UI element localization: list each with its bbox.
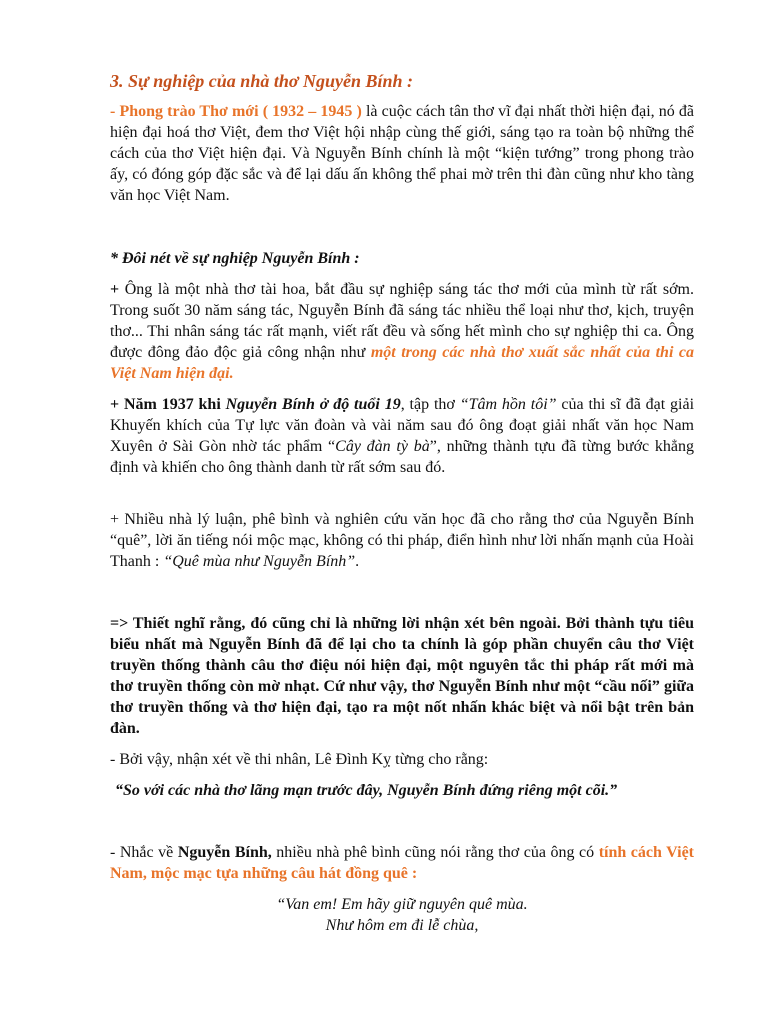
poem-line: Như hôm em đi lễ chùa,: [325, 916, 479, 934]
section-heading: 3. Sự nghiệp của nhà thơ Nguyễn Bính :: [110, 71, 414, 91]
work-title-tam-hon-toi: “Tâm hồn tôi”: [459, 396, 557, 413]
paragraph-text: là cuộc cách tân thơ vĩ đại nhất thời hiện đại, nó đã hiện đại hoá thơ Việt, đem thơ Việt hội nhập cùng thế giới, sáng tạo ra toàn bộ những thể cách của thơ Việt hiện đại. Và Nguyễn Bính chính là một “kiện tướng” trong phong trào ấy, có đóng góp đặc sắc và để lại dấu ấn không thể phai mờ trên thi đàn cũng như kho tàng văn học Việt Nam.: [110, 103, 694, 204]
lead-bold-italic: Nguyễn Bính ở độ tuổi 19: [225, 396, 401, 413]
paragraph-career-start: [110, 280, 694, 385]
text-part-2: nhiều nhà phê bình cũng nói rằng thơ của ông có: [271, 844, 599, 861]
paragraph-nhac-ve-nguyen-binh: [110, 843, 694, 885]
paragraph-phong-trao-tho-moi: [110, 102, 694, 207]
poem-excerpt: [110, 895, 694, 937]
poem-line: “Van em! Em hãy giữ nguyên quê mùa.: [276, 896, 528, 913]
paragraph-critics: [110, 510, 694, 573]
highlight-text: một trong các nhà thơ xuất sắc nhất của thi ca Việt Nam hiện đại.: [110, 343, 695, 382]
bullet-plus: +: [110, 281, 125, 298]
paragraph-1937-award: [110, 395, 694, 479]
highlight-text: tính cách Việt Nam, mộc mạc tựa những câu hát đồng quê :: [110, 844, 694, 882]
paragraph-lead: - Phong trào Thơ mới ( 1932 – 1945 ): [110, 103, 362, 120]
text-part-3: ”, những thành tựu đã từng bước khẳng định và khiến cho ông thành danh từ rất sớm sau đó.: [110, 437, 695, 476]
text-part-1: , tập thơ: [400, 396, 460, 413]
paragraph-conclusion: => Thiết nghĩ rằng, đó cũng chỉ là những lời nhận xét bên ngoài. Bởi thành tựu tiêu biểu nhất mà Nguyễn Bính đã để lại cho ta chính là góp phần chuyển câu thơ Việt truyền thống thành câu thơ điệu nói hiện đại, một nguyên tắc thi pháp rất mới mà thơ truyền thống còn mờ nhạt. Cứ như vậy, thơ Nguyễn Bính như một “cầu nối” giữa thơ truyền thống và thơ hiện đại, tạo ra một nốt nhấn khác biệt và nổi bật trên bản đàn.: [110, 615, 694, 737]
lead-bold: + Năm 1937 khi: [110, 396, 226, 413]
work-title-cay-dan-ty-ba: Cây đàn tỳ bà: [335, 437, 430, 455]
paragraph-le-dinh-ky: - Bởi vậy, nhận xét về thi nhân, Lê Đình Kỵ từng cho rằng:: [110, 751, 489, 768]
text-part-1: - Nhắc về: [110, 844, 178, 861]
hoai-thanh-quote: “Quê mùa như Nguyễn Bính”: [163, 552, 356, 570]
subheading-su-nghiep: * Đôi nét về sự nghiệp Nguyễn Bính :: [110, 250, 360, 267]
paragraph-text: + Nhiều nhà lý luận, phê bình và nghiên cứu văn học đã cho rằng thơ của Nguyễn Bính “quê”, lời ăn tiếng nói mộc mạc, không có thi pháp, điển hình như lời nhấn mạnh của Hoài Thanh :: [110, 511, 694, 570]
author-name: Nguyễn Bính,: [177, 844, 272, 861]
text-part-2: của thi sĩ đã đạt giải Khuyến khích của Tự lực văn đoàn và vài năm sau đó ông đoạt giải nhất văn học Nam Xuyên ở Sài Gòn nhờ tác phẩm “: [110, 396, 695, 455]
quote-le-dinh-ky: “So với các nhà thơ lãng mạn trước đây, Nguyễn Bính đứng riêng một cõi.”: [115, 782, 618, 799]
paragraph-end: .: [355, 552, 360, 570]
paragraph-text: Ông là một nhà thơ tài hoa, bắt đầu sự nghiệp sáng tác thơ mới của mình từ rất sớm. Trong suốt 30 năm sáng tác, Nguyễn Bính đã sáng tác nhiều thể loại như thơ, kịch, truyện thơ... Thi nhân sáng tác rất mạnh, viết rất đều và sống hết mình cho sự nghiệp thi ca. Ông được đông đảo độc giả công nhận như: [110, 281, 694, 361]
